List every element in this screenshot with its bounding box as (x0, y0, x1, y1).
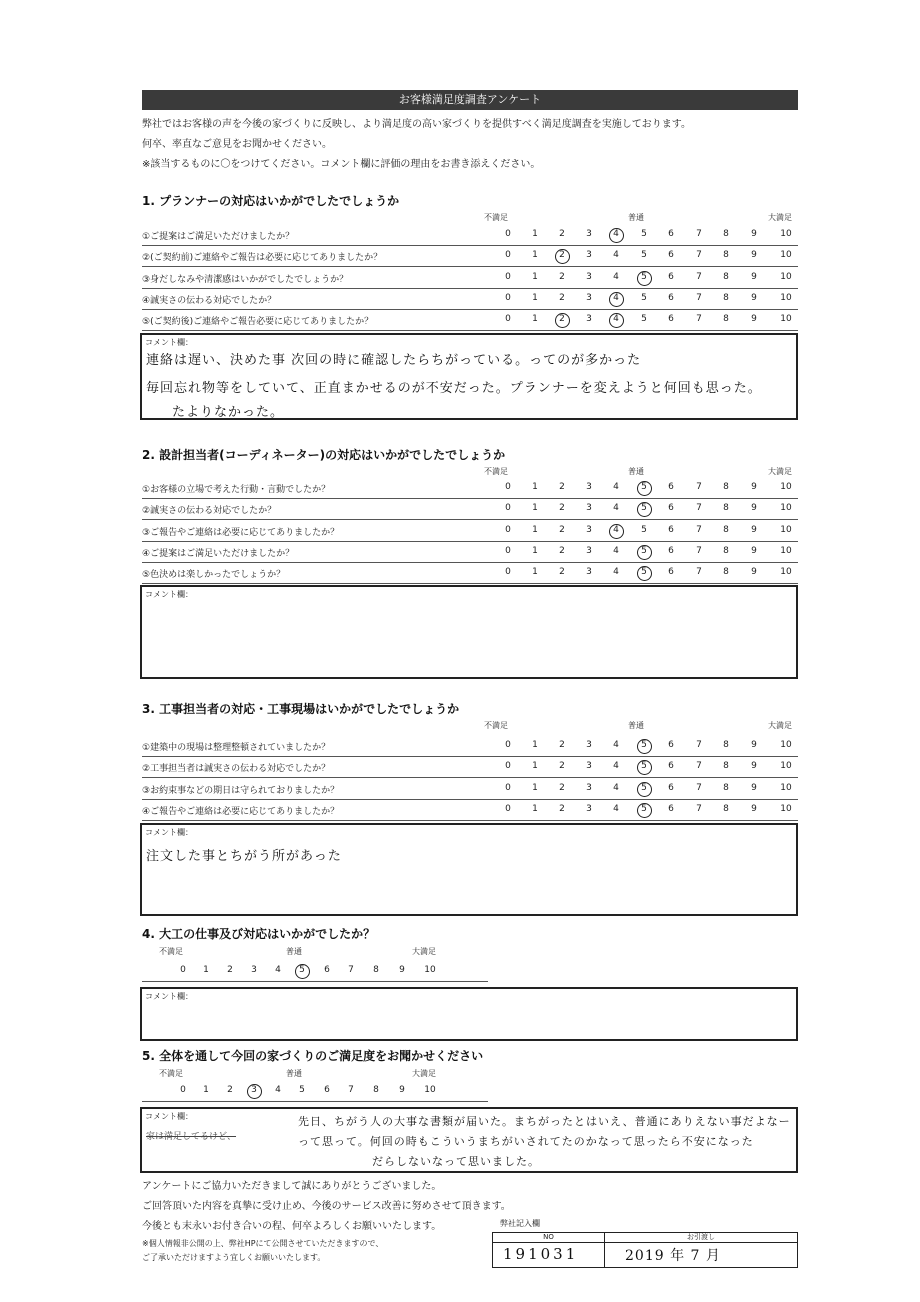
scale-number[interactable]: 7 (696, 292, 702, 303)
answer-circle (295, 964, 310, 979)
section-2-comment-box (140, 585, 798, 679)
scale-number[interactable]: 10 (780, 292, 792, 303)
comment-label: コメント欄： (145, 828, 193, 837)
office-move-value: 2019 年 7 月 (625, 1248, 721, 1264)
scale-number[interactable]: 0 (505, 803, 511, 814)
scale-high-label: 大満足 (768, 467, 792, 476)
scale-number[interactable]: 5 (641, 229, 647, 239)
scale-number[interactable]: 2 (227, 965, 233, 975)
scale-number[interactable]: 9 (751, 524, 757, 535)
scale-number[interactable]: 10 (780, 314, 792, 325)
scale-number[interactable]: 10 (780, 271, 792, 282)
scale-number[interactable]: 10 (780, 250, 792, 261)
scale-number[interactable]: 5 (641, 250, 647, 261)
scale-number[interactable]: 8 (723, 229, 729, 239)
scale-number[interactable]: 5 (641, 761, 647, 772)
scale-number[interactable]: 1 (532, 740, 538, 750)
question-text: ①建築中の現場は整理整頓されていましたか？ (142, 743, 331, 753)
scale-low-label: 不満足 (159, 1069, 183, 1078)
scale-number[interactable]: 8 (723, 482, 729, 492)
answer-circle (609, 313, 624, 328)
scale-number[interactable]: 7 (696, 803, 702, 814)
scale-number[interactable]: 0 (180, 1085, 186, 1095)
question-text: ④ご提案はご満足いただけましたか？ (142, 548, 295, 559)
scale-number[interactable]: 2 (559, 271, 565, 282)
scale-mid-label: 普通 (628, 213, 644, 222)
scale-number[interactable]: 0 (505, 250, 511, 261)
section-1-comment-box (140, 333, 798, 420)
scale-number[interactable]: 8 (723, 803, 729, 814)
scale-number[interactable]: 6 (668, 271, 674, 282)
scale-number[interactable]: 4 (613, 782, 619, 793)
scale-number[interactable]: 1 (532, 567, 538, 578)
scale-number[interactable]: 1 (203, 965, 209, 975)
section-4-comment-box (140, 987, 798, 1041)
scale-number[interactable]: 2 (559, 503, 565, 514)
question-text: ②(ご契約前)ご連絡やご報告は必要に応じてありましたか？ (142, 253, 383, 264)
scale-number[interactable]: 1 (532, 782, 538, 793)
section-3-heading: 3. 工事担当者の対応・工事現場はいかがでしたでしょうか (142, 702, 460, 716)
scale-number[interactable]: 0 (505, 271, 511, 282)
scale-number[interactable]: 0 (505, 567, 511, 578)
scale-number[interactable]: 9 (751, 229, 757, 239)
scale-number[interactable]: 9 (751, 782, 757, 793)
question-row (142, 478, 798, 499)
scale-number[interactable]: 8 (723, 292, 729, 303)
scale-number[interactable]: 0 (505, 482, 511, 492)
scale-mid-label: 普通 (286, 1069, 302, 1078)
question-text: ④誠実さの伝わる対応でしたか？ (142, 295, 277, 306)
scale-number[interactable]: 1 (532, 314, 538, 325)
scale-number[interactable]: 4 (613, 740, 619, 750)
scale-number[interactable]: 1 (532, 761, 538, 772)
scale-number[interactable]: 9 (751, 545, 757, 556)
scale-number[interactable]: 3 (586, 740, 592, 750)
scale-high-label: 大満足 (412, 947, 436, 956)
scale-number[interactable]: 6 (668, 250, 674, 261)
question-row (142, 499, 798, 520)
scale-number[interactable]: 6 (324, 965, 330, 975)
scale-number[interactable]: 6 (668, 292, 674, 303)
comment-line: 連絡は遅い、決めた事 次回の時に確認したらちがっている。ってのが多かった (146, 353, 642, 368)
scale-number[interactable]: 9 (751, 503, 757, 514)
scale-number[interactable]: 7 (696, 271, 702, 282)
scale-number[interactable]: 2 (559, 524, 565, 535)
comment-line: だらしないなって思いました。 (372, 1155, 540, 1168)
office-box (492, 1232, 798, 1268)
scale-number[interactable]: 6 (668, 503, 674, 514)
scale-number[interactable]: 1 (532, 545, 538, 556)
section-3-comment-box (140, 823, 798, 916)
scale-number[interactable]: 6 (668, 567, 674, 578)
scale-number[interactable]: 7 (696, 250, 702, 261)
answer-circle (637, 739, 652, 754)
scale-number[interactable]: 3 (586, 803, 592, 814)
comment-label: コメント欄： (145, 590, 193, 599)
scale-high-label: 大満足 (412, 1069, 436, 1078)
scale-number[interactable]: 8 (723, 271, 729, 282)
scale-number[interactable]: 2 (559, 292, 565, 303)
scale-number[interactable]: 8 (723, 314, 729, 325)
scale-number[interactable]: 6 (668, 761, 674, 772)
office-no-value: 191031 (503, 1245, 579, 1263)
section-2-heading: 2. 設計担当者(コーディネーター)の対応はいかがでしたでしょうか (142, 448, 506, 462)
answer-circle (637, 271, 652, 286)
scale-number[interactable]: 4 (613, 524, 619, 535)
scale-number[interactable]: 9 (751, 292, 757, 303)
question-row (142, 521, 798, 542)
struck-text: 家は満足してるけど、 (146, 1132, 237, 1142)
scale-number[interactable]: 9 (751, 250, 757, 261)
scale-number[interactable]: 3 (251, 1085, 257, 1095)
scale-high-label: 大満足 (768, 213, 792, 222)
scale-number[interactable]: 10 (780, 803, 792, 814)
scale-number[interactable]: 2 (559, 314, 565, 325)
intro-line-2: 何卒、率直なご意見をお聞かせください。 (142, 139, 332, 150)
scale-number[interactable]: 4 (613, 803, 619, 814)
scale-number[interactable]: 10 (780, 782, 792, 793)
answer-circle (637, 566, 652, 581)
answer-circle (637, 782, 652, 797)
question-row (142, 542, 798, 563)
scale-number[interactable]: 6 (668, 229, 674, 239)
scale-mid-label: 普通 (628, 467, 644, 476)
comment-label: コメント欄： (145, 338, 193, 347)
question-text: ②工事担当者は誠実さの伝わる対応でしたか？ (142, 764, 331, 775)
scale-number[interactable]: 7 (696, 740, 702, 750)
scale-number[interactable]: 8 (723, 761, 729, 772)
scale-mid-label: 普通 (286, 947, 302, 956)
scale-number[interactable]: 10 (780, 740, 792, 750)
scale-number[interactable]: 5 (641, 740, 647, 750)
scale-number[interactable]: 2 (559, 229, 565, 239)
scale-row (142, 1083, 488, 1102)
scale-number[interactable]: 4 (613, 503, 619, 514)
question-text: ⑤色決めは楽しかったでしょうか？ (142, 570, 286, 581)
scale-number[interactable]: 4 (613, 761, 619, 772)
scale-number[interactable]: 6 (668, 482, 674, 492)
scale-number[interactable]: 4 (275, 965, 281, 975)
scale-number[interactable]: 0 (505, 503, 511, 514)
scale-number[interactable]: 8 (373, 1085, 379, 1095)
scale-number[interactable]: 7 (348, 965, 354, 975)
scale-number[interactable]: 5 (641, 803, 647, 814)
scale-number[interactable]: 6 (324, 1085, 330, 1095)
scale-number[interactable]: 1 (532, 271, 538, 282)
comment-label: コメント欄： (145, 992, 193, 1001)
intro-line-3: ※該当するものに〇をつけてください。コメント欄に評価の理由をお書き添えください。 (142, 159, 541, 170)
scale-number[interactable]: 0 (505, 292, 511, 303)
scale-number[interactable]: 8 (723, 782, 729, 793)
question-row (142, 757, 798, 778)
scale-number[interactable]: 2 (559, 782, 565, 793)
comment-label: コメント欄： (145, 1112, 193, 1121)
question-text: ③ご報告やご連絡は必要に応じてありましたか？ (142, 527, 340, 538)
scale-number[interactable]: 4 (613, 271, 619, 282)
scale-number[interactable]: 4 (613, 314, 619, 325)
scale-number[interactable]: 8 (723, 503, 729, 514)
scale-number[interactable]: 0 (505, 545, 511, 556)
answer-circle (555, 249, 570, 264)
scale-number[interactable]: 6 (668, 803, 674, 814)
scale-number[interactable]: 10 (780, 567, 792, 578)
scale-number[interactable]: 8 (723, 250, 729, 261)
scale-number[interactable]: 7 (696, 314, 702, 325)
scale-number[interactable]: 3 (586, 292, 592, 303)
office-no-label: NO (493, 1233, 604, 1243)
scale-number[interactable]: 7 (696, 524, 702, 535)
scale-number[interactable]: 1 (532, 503, 538, 514)
answer-circle (637, 502, 652, 517)
scale-number[interactable]: 3 (586, 250, 592, 261)
scale-number[interactable]: 5 (641, 482, 647, 492)
scale-number[interactable]: 9 (751, 314, 757, 325)
scale-number[interactable]: 0 (505, 740, 511, 750)
question-text: ③お約束事などの期日は守られておりましたか？ (142, 785, 340, 796)
question-text: ②誠実さの伝わる対応でしたか？ (142, 506, 277, 517)
scale-number[interactable]: 7 (696, 545, 702, 556)
footer-line-2: ご回答頂いた内容を真摯に受け止め、今後のサービス改善に努めさせて頂きます。 (142, 1201, 511, 1212)
office-move-cell (605, 1233, 797, 1267)
scale-number[interactable]: 3 (586, 229, 592, 239)
survey-title: お客様満足度調査アンケート (142, 90, 798, 110)
scale-number[interactable]: 10 (780, 482, 792, 492)
scale-number[interactable]: 10 (780, 761, 792, 772)
scale-high-label: 大満足 (768, 721, 792, 730)
question-text: ①お客様の立場で考えた行動・言動でしたか？ (142, 485, 331, 495)
scale-number[interactable]: 4 (613, 482, 619, 492)
note-line-2: ご了承いただけますよう宜しくお願いいたします。 (142, 1253, 326, 1262)
scale-number[interactable]: 1 (532, 292, 538, 303)
scale-number[interactable]: 3 (586, 782, 592, 793)
scale-number[interactable]: 3 (586, 482, 592, 492)
scale-number[interactable]: 3 (251, 965, 257, 975)
scale-number[interactable]: 10 (780, 503, 792, 514)
question-row (142, 310, 798, 331)
scale-number[interactable]: 0 (505, 782, 511, 793)
scale-number[interactable]: 5 (641, 524, 647, 535)
scale-number[interactable]: 7 (696, 482, 702, 492)
scale-number[interactable]: 8 (373, 965, 379, 975)
scale-number[interactable]: 0 (505, 229, 511, 239)
comment-line: 注文した事とちがう所があった (146, 849, 342, 864)
question-text: ①ご提案はご満足いただけましたか？ (142, 232, 295, 242)
scale-number[interactable]: 8 (723, 545, 729, 556)
scale-number[interactable]: 3 (586, 314, 592, 325)
section-5-heading: 5. 全体を通して今回の家づくりのご満足度をお聞かせください (142, 1049, 484, 1063)
scale-number[interactable]: 4 (613, 567, 619, 578)
scale-number[interactable]: 2 (559, 482, 565, 492)
scale-number[interactable]: 9 (399, 1085, 405, 1095)
footer-line-1: アンケートにご協力いただきまして誠にありがとうございました。 (142, 1181, 442, 1192)
comment-line: たよりなかった。 (172, 405, 285, 420)
scale-number[interactable]: 9 (751, 271, 757, 282)
scale-number[interactable]: 0 (505, 314, 511, 325)
scale-number[interactable]: 4 (613, 229, 619, 239)
scale-number[interactable]: 0 (505, 524, 511, 535)
office-no-cell (493, 1233, 605, 1267)
note-line-1: ※個人情報非公開の上、弊社HPにて公開させていただきますので、 (142, 1239, 384, 1248)
question-row (142, 268, 798, 289)
scale-number[interactable]: 5 (641, 567, 647, 578)
answer-circle (637, 760, 652, 775)
scale-number[interactable]: 10 (780, 524, 792, 535)
scale-number[interactable]: 3 (586, 524, 592, 535)
comment-line: って思って。何回の時もこういうまちがいされてたのかなって思ったら不安になった (298, 1135, 754, 1148)
scale-number[interactable]: 1 (532, 482, 538, 492)
scale-number[interactable]: 2 (559, 545, 565, 556)
scale-number[interactable]: 2 (227, 1085, 233, 1095)
scale-number[interactable]: 5 (641, 271, 647, 282)
answer-circle (247, 1084, 262, 1099)
scale-low-label: 不満足 (484, 467, 508, 476)
scale-number[interactable]: 5 (641, 314, 647, 325)
scale-number[interactable]: 7 (696, 567, 702, 578)
scale-number[interactable]: 10 (780, 545, 792, 556)
section-4-heading: 4. 大工の仕事及び対応はいかがでしたか？ (142, 927, 376, 941)
scale-number[interactable]: 10 (424, 1085, 436, 1095)
answer-circle (609, 292, 624, 307)
answer-circle (637, 545, 652, 560)
scale-number[interactable]: 5 (299, 965, 305, 975)
question-row (142, 563, 798, 584)
scale-number[interactable]: 7 (348, 1085, 354, 1095)
scale-number[interactable]: 4 (613, 250, 619, 261)
scale-number[interactable]: 5 (299, 1085, 305, 1095)
question-row (142, 246, 798, 267)
scale-number[interactable]: 6 (668, 524, 674, 535)
section-1-heading: 1. プランナーの対応はいかがでしたでしょうか (142, 194, 400, 208)
scale-number[interactable]: 2 (559, 567, 565, 578)
answer-circle (609, 524, 624, 539)
scale-number[interactable]: 6 (668, 545, 674, 556)
scale-number[interactable]: 1 (532, 250, 538, 261)
scale-number[interactable]: 9 (751, 740, 757, 750)
scale-number[interactable]: 5 (641, 292, 647, 303)
scale-number[interactable]: 6 (668, 782, 674, 793)
comment-line: 毎回忘れ物等をしていて、正直まかせるのが不安だった。プランナーを変えようと何回も思った。 (146, 381, 762, 396)
scale-number[interactable]: 5 (641, 782, 647, 793)
scale-number[interactable]: 10 (780, 229, 792, 239)
question-text: ③身だしなみや清潔感はいかがでしたでしょうか？ (142, 274, 349, 285)
scale-number[interactable]: 2 (559, 803, 565, 814)
scale-number[interactable]: 7 (696, 229, 702, 239)
question-text: ⑤(ご契約後)ご連絡やご報告必要に応じてありましたか？ (142, 317, 374, 328)
scale-number[interactable]: 2 (559, 740, 565, 750)
scale-number[interactable]: 1 (532, 803, 538, 814)
scale-number[interactable]: 3 (586, 761, 592, 772)
scale-number[interactable]: 9 (751, 761, 757, 772)
question-row (142, 225, 798, 246)
scale-number[interactable]: 9 (751, 567, 757, 578)
answer-circle (637, 803, 652, 818)
scale-number[interactable]: 3 (586, 567, 592, 578)
scale-number[interactable]: 3 (586, 271, 592, 282)
answer-circle (555, 313, 570, 328)
scale-number[interactable]: 6 (668, 314, 674, 325)
scale-number[interactable]: 0 (180, 965, 186, 975)
scale-number[interactable]: 2 (559, 250, 565, 261)
comment-line: 先日、ちがう人の大事な書類が届いた。まちがったとはいえ、普通にありえない事だよなー (298, 1115, 791, 1128)
scale-low-label: 不満足 (159, 947, 183, 956)
scale-number[interactable]: 3 (586, 503, 592, 514)
question-row (142, 779, 798, 800)
scale-number[interactable]: 3 (586, 545, 592, 556)
answer-circle (637, 481, 652, 496)
scale-number[interactable]: 5 (641, 545, 647, 556)
scale-number[interactable]: 9 (751, 803, 757, 814)
scale-number[interactable]: 0 (505, 761, 511, 772)
footer-line-3: 今後とも末永いお付き合いの程、何卒よろしくお願いいたします。 (142, 1221, 442, 1232)
scale-number[interactable]: 8 (723, 567, 729, 578)
scale-number[interactable]: 8 (723, 524, 729, 535)
question-row (142, 736, 798, 757)
scale-number[interactable]: 9 (399, 965, 405, 975)
office-label: 弊社記入欄 (500, 1219, 540, 1228)
scale-number[interactable]: 1 (532, 229, 538, 239)
scale-number[interactable]: 10 (424, 965, 436, 975)
question-text: ④ご報告やご連絡は必要に応じてありましたか？ (142, 806, 340, 817)
scale-number[interactable]: 7 (696, 761, 702, 772)
scale-number[interactable]: 4 (613, 292, 619, 303)
scale-number[interactable]: 4 (613, 545, 619, 556)
scale-number[interactable]: 1 (203, 1085, 209, 1095)
scale-number[interactable]: 9 (751, 482, 757, 492)
question-row (142, 289, 798, 310)
scale-mid-label: 普通 (628, 721, 644, 730)
scale-number[interactable]: 5 (641, 503, 647, 514)
scale-number[interactable]: 7 (696, 782, 702, 793)
scale-number[interactable]: 4 (275, 1085, 281, 1095)
scale-row (142, 963, 488, 982)
scale-number[interactable]: 2 (559, 761, 565, 772)
scale-number[interactable]: 8 (723, 740, 729, 750)
answer-circle (609, 228, 624, 243)
scale-low-label: 不満足 (484, 721, 508, 730)
intro-line-1: 弊社ではお客様の声を今後の家づくりに反映し、より満足度の高い家づくりを提供すべく満足度調査を実施しております。 (142, 119, 691, 130)
scale-low-label: 不満足 (484, 213, 508, 222)
section-5-comment-box (140, 1107, 798, 1173)
scale-number[interactable]: 7 (696, 503, 702, 514)
scale-number[interactable]: 6 (668, 740, 674, 750)
office-move-label: お引渡し (605, 1233, 797, 1243)
scale-number[interactable]: 1 (532, 524, 538, 535)
question-row (142, 800, 798, 821)
